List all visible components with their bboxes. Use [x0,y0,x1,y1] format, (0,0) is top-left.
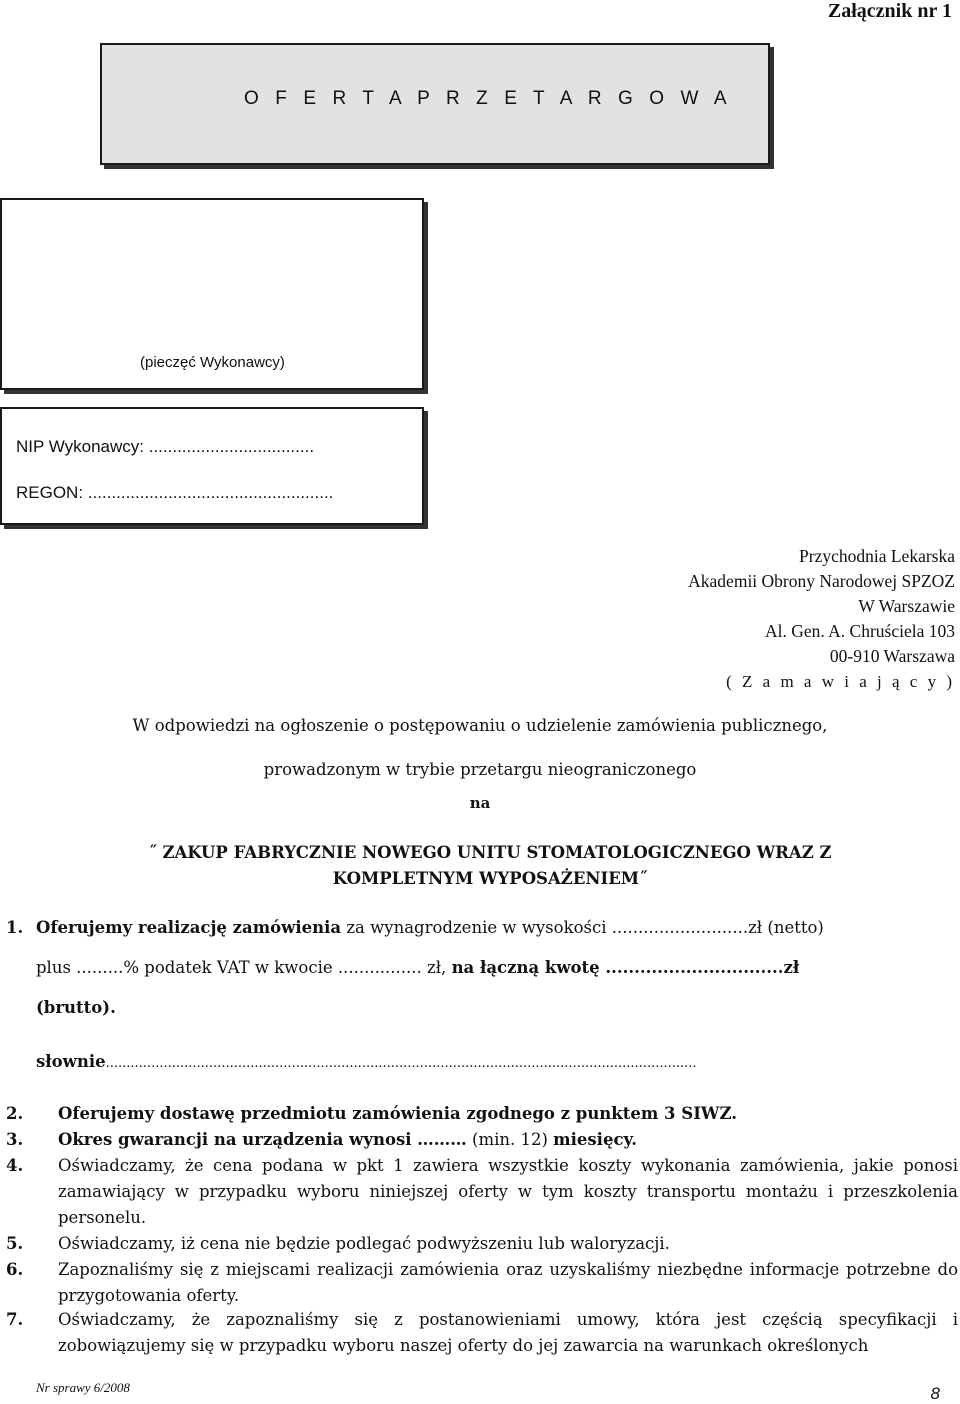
item-text: Oświadczamy, że zapoznaliśmy się z postanowieniami umowy, która jest częścią specyfikacji i zobowiązujemy się w przypadku wyboru naszej oferty do jej zawarcia na warunkach określonych [58,1310,958,1355]
item-bold: Oferujemy dostawę przedmiotu zamówienia zgodnego z punktem 3 SIWZ. [58,1104,737,1123]
intro-na: na [469,794,491,812]
offer-text-b: plus .........% podatek VAT w kwocie ................ zł, [36,958,447,977]
offer-number: 1. [6,918,24,937]
page-number: 8 [930,1384,940,1403]
buyer-role: ( Z a m a w i a j ą c y ) [726,672,955,691]
case-reference: Nr sprawy 6/2008 [36,1380,130,1395]
item-number: 6. [6,1260,24,1279]
buyer-line: W Warszawie [858,596,955,616]
intro-line-1: W odpowiedzi na ogłoszenie o postępowaniu o udzielenie zamówienia publicznego, [132,716,828,735]
item-text: Oświadczamy, że cena podana w pkt 1 zawiera wszystkie koszty wykonania zamówienia, jakie ponosi zamawiający w przypadku wyboru niniejszej oferty w tym koszty transportu montażu i przeszkolenia personelu. [58,1156,958,1227]
item-bold: Okres gwarancji na urządzenia wynosi ……… [58,1130,467,1149]
item-bold-2: miesięcy. [553,1130,637,1149]
list-item [6,1127,958,1153]
title-box [100,43,770,165]
offer-bold-a: Oferujemy realizację zamówienia [36,918,342,937]
item-number: 2. [6,1104,24,1123]
contractor-ids-box [0,407,424,525]
item-number: 7. [6,1310,24,1329]
offer-brutto: (brutto). [36,998,116,1017]
slownie-label: słownie [36,1052,106,1071]
slownie-dots: ............................................................................................................................................... [105,1056,697,1071]
item-text: Oświadczamy, iż cena nie będzie podlegać podwyższeniu lub waloryzacji. [58,1234,670,1253]
buyer-address [688,544,955,694]
item-number: 3. [6,1130,24,1149]
item-number: 4. [6,1156,24,1175]
offer-title: O F E R T A P R Z E T A R G O W A [244,88,733,109]
buyer-line: 00-910 Warszawa [829,646,955,666]
offer-line-1 [6,918,960,937]
tender-subject [40,840,940,892]
list-item [6,1257,958,1309]
subject-line-2: KOMPLETNYM WYPOSAŻENIEM˝ [332,869,648,888]
subject-line-1: ˝ ZAKUP FABRYCZNIE NOWEGO UNITU STOMATOLOGICZNEGO WRAZ Z [148,843,832,862]
list-item [6,1101,958,1127]
item-text: Zapoznaliśmy się z miejscami realizacji zamówienia oraz uzyskaliśmy niezbędne informacje potrzebne do przygotowania oferty. [58,1260,958,1305]
offer-line-2 [36,958,960,977]
regon-field: REGON: .................................................... [16,483,334,502]
buyer-line: Przychodnia Lekarska [799,546,955,566]
item-number: 5. [6,1234,24,1253]
contractor-stamp-box [0,198,424,390]
buyer-line: Akademii Obrony Narodowej SPZOZ [688,571,955,591]
list-item [6,1307,958,1359]
annex-label: Załącznik nr 1 [827,0,952,22]
slownie-line [36,1052,697,1071]
buyer-line: Al. Gen. A. Chruściela 103 [764,621,955,641]
intro-line-2: prowadzonym w trybie przetargu nieograniczonego [263,760,697,779]
offer-bold-b: na łączną kwotę ...............................zł [451,958,800,977]
list-item [6,1153,958,1231]
offer-text-a: za wynagrodzenie w wysokości ..........................zł (netto) [346,918,824,937]
item-text: (min. 12) [466,1130,554,1149]
list-item [6,1231,958,1257]
nip-field: NIP Wykonawcy: ................................... [16,437,315,456]
stamp-label: (pieczęć Wykonawcy) [140,354,285,371]
